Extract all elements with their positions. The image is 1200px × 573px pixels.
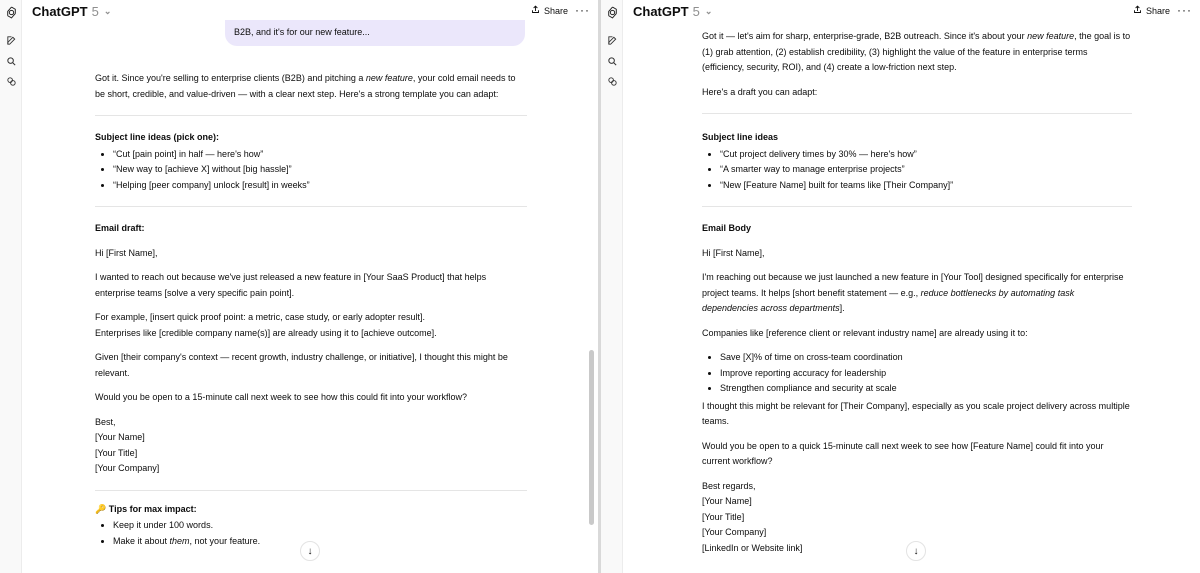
chevron-down-icon: ⌄ — [103, 6, 112, 16]
body-heading: Email Body — [702, 223, 752, 233]
key-icon: 🔑 — [95, 503, 107, 514]
para-text: I'm reaching out because we just launched a new feature in [Your Tool] designed specifically for enterprise project teams. It helps [short benefit statement — e.g., — [702, 272, 1124, 298]
paragraph: Would you be open to a 15-minute call next week to see how this could fit into your workflow? — [95, 392, 468, 402]
list-item: “New way to [achieve X] without [big hassle]” — [95, 162, 527, 178]
intro-text: Got it — let's aim for sharp, enterprise-grade, B2B outreach. Since it's about your — [702, 31, 1028, 41]
tip-text-end: , not your feature. — [189, 535, 261, 546]
greeting: Hi [First Name], — [95, 247, 158, 258]
new-chat-icon[interactable] — [604, 32, 620, 48]
divider — [702, 113, 1132, 114]
model-selector[interactable] — [633, 4, 712, 19]
share-label: Share — [543, 5, 568, 16]
more-options-button[interactable]: ··· — [1177, 3, 1192, 17]
paragraph — [95, 310, 527, 341]
intro-emphasis: new feature — [1027, 31, 1075, 41]
paragraph: I thought this might be relevant for [Their Company], especially as you scale project delivery across multiple teams. — [702, 400, 1130, 426]
tip-text: Make it about — [113, 535, 170, 546]
list-item: “Helping [peer company] unlock [result] in weeks” — [95, 178, 527, 194]
scrollbar-thumb[interactable] — [589, 350, 594, 525]
right-sidebar-rail — [601, 0, 623, 573]
sign-off: Best regards, — [702, 480, 756, 491]
share-button[interactable] — [531, 5, 568, 16]
assistant-message — [95, 71, 527, 549]
right-topbar — [623, 0, 1200, 24]
share-button[interactable] — [1133, 5, 1170, 16]
divider — [702, 206, 1132, 207]
arrow-down-icon: ↓ — [913, 545, 919, 557]
list-item: Save [X]% of time on cross-team coordination — [702, 350, 1132, 366]
sign-name: [Your Name] — [95, 432, 145, 442]
intro-paragraph — [702, 29, 1132, 76]
greeting: Hi [First Name], — [702, 247, 765, 258]
list-item: Improve reporting accuracy for leadership — [702, 366, 1132, 382]
list-item: Strengthen compliance and security at scale — [702, 381, 1132, 397]
sign-title: [Your Title] — [702, 511, 745, 522]
intro-paragraph — [95, 71, 527, 102]
list-item: Keep it under 100 words. — [95, 518, 527, 534]
divider — [95, 206, 527, 207]
more-options-button[interactable]: ··· — [575, 3, 590, 17]
model-version: 5 — [692, 4, 700, 19]
model-selector[interactable] — [32, 4, 111, 19]
new-chat-icon[interactable] — [3, 32, 19, 48]
intro-text-end: , the goal is to (1) grab attention, (2) establish credibility, (3) highlight the value of the feature in enterprise terms (efficiency, security, ROI), and (4) create a low-friction next step. — [702, 31, 1131, 72]
share-icon — [1133, 5, 1142, 16]
library-icon[interactable] — [3, 73, 19, 89]
user-message-text: B2B, and it's for our new feature... — [234, 27, 370, 37]
draft-heading: Email draft: — [95, 223, 145, 233]
assistant-message — [702, 29, 1132, 556]
tips-heading — [95, 502, 527, 518]
divider — [95, 490, 527, 491]
para-emphasis: reduce bottlenecks by automating task dependencies across departments — [702, 287, 1075, 313]
app-title: ChatGPT — [633, 4, 689, 19]
list-item: “Cut project delivery times by 30% — here's how” — [702, 147, 1132, 163]
para-line: Enterprises like [credible company name(s)] are already using it to [achieve outcome]. — [95, 327, 437, 338]
model-version: 5 — [91, 4, 99, 19]
intro-text: Got it. Since you're selling to enterprise clients (B2B) and pitching a — [95, 73, 366, 83]
right-chat-window — [601, 0, 1200, 573]
share-label: Share — [1145, 5, 1170, 16]
intro-emphasis: new feature — [365, 73, 413, 83]
paragraph: Given [their company's context — recent growth, industry challenge, or initiative], I thought this might be relevant. — [95, 352, 508, 378]
arrow-down-icon: ↓ — [307, 545, 313, 557]
para-text-end: ]. — [839, 303, 845, 313]
paragraph: I wanted to reach out because we've just released a new feature in [Your SaaS Product] that helps enterprise teams [solve a very specific pain point]. — [95, 272, 487, 298]
search-icon[interactable] — [604, 53, 620, 69]
left-sidebar-rail — [0, 0, 22, 573]
sign-off: Best, — [95, 416, 116, 427]
scroll-down-button[interactable] — [906, 541, 926, 561]
draft-intro: Here's a draft you can adapt: — [702, 86, 818, 97]
chevron-down-icon: ⌄ — [704, 6, 713, 16]
library-icon[interactable] — [604, 73, 620, 89]
tips-heading-text: Tips for max impact: — [108, 503, 197, 514]
user-message-bubble — [225, 20, 525, 46]
signature — [95, 415, 527, 477]
list-item: “New [Feature Name] built for teams like [Their Company]” — [702, 178, 1132, 194]
list-item: “Cut [pain point] in half — here's how” — [95, 147, 527, 163]
sign-link: [LinkedIn or Website link] — [702, 542, 803, 553]
left-chat-window — [0, 0, 598, 573]
intro-text-end: , your cold email needs to be short, credible, and value-driven — with a clear next step. Here's a strong template you can adapt: — [95, 73, 516, 99]
sign-company: [Your Company] — [702, 527, 767, 537]
subject-list — [702, 147, 1132, 194]
app-title: ChatGPT — [32, 4, 88, 19]
subject-heading: Subject line ideas — [702, 132, 779, 142]
sign-title: [Your Title] — [95, 447, 138, 458]
para-line: For example, [insert quick proof point: a metric, case study, or early adopter result]. — [95, 312, 425, 322]
sign-name: [Your Name] — [702, 496, 752, 506]
divider — [95, 115, 527, 116]
openai-logo-icon[interactable] — [604, 4, 620, 20]
share-icon — [531, 5, 540, 16]
tip-emphasis: them — [169, 535, 190, 546]
paragraph: Would you be open to a quick 15-minute call next week to see how [Feature Name] could fit into your current workflow? — [702, 440, 1104, 466]
paragraph — [702, 270, 1132, 317]
paragraph: Companies like [reference client or relevant industry name] are already using it to: — [702, 327, 1028, 338]
subject-heading: Subject line ideas (pick one): — [95, 132, 220, 142]
openai-logo-icon[interactable] — [3, 4, 19, 20]
search-icon[interactable] — [3, 53, 19, 69]
scroll-down-button[interactable] — [300, 541, 320, 561]
sign-company: [Your Company] — [95, 463, 160, 473]
list-item: “A smarter way to manage enterprise projects” — [702, 162, 1132, 178]
benefit-list — [702, 350, 1132, 397]
subject-list — [95, 147, 527, 194]
